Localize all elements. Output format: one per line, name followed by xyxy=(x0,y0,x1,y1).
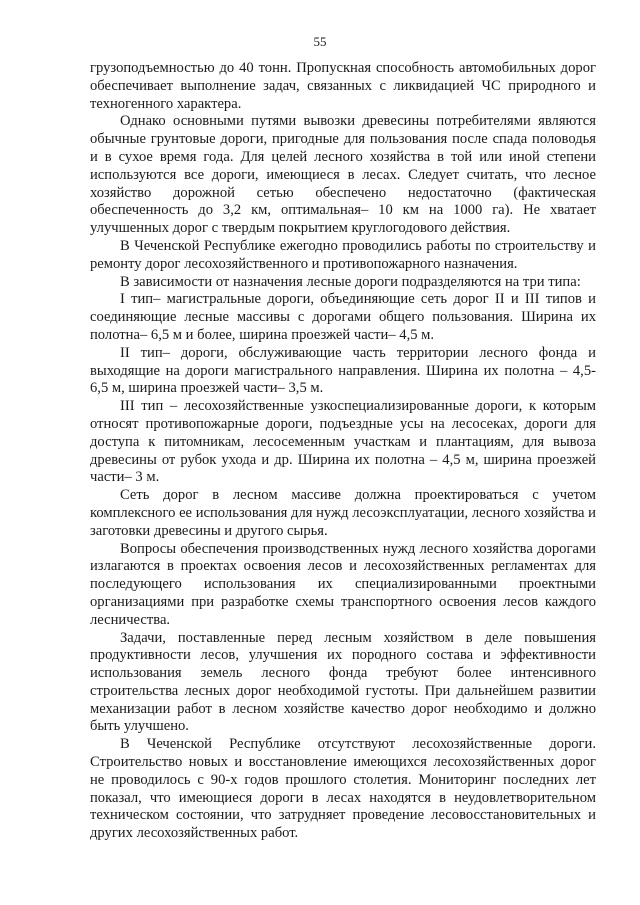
paragraph-type-3: III тип – лесохозяйственные узкоспециализированные дороги, к которым относят противопожарные дороги, подъездные усы на лесосеках, дороги для доступа к питомникам, лесосеменным участкам и плантациям, для вывоза древесины от рубок ухода и др. Ширина их полотна – 4,5 м, ширина проезжей части– 3 м. xyxy=(90,398,596,486)
paragraph-tasks: Задачи, поставленные перед лесным хозяйством в деле повышения продуктивности лесов, улучшения их породного состава и эффективности использования земель лесного фонда требуют более интенсивного строительства лесных дорог необходимой густоты. При дальнейшем развитии механизации работ в лесном хозяйстве качество дорог необходимо и должно быть улучшено. xyxy=(90,629,596,735)
paragraph-continuation: грузоподъемностью до 40 тонн. Пропускная способность автомобильных дорог обеспечивает выполнение задач, связанных с ликвидацией ЧС природного и техногенного характера. xyxy=(90,60,596,112)
paragraph-road-types-intro: В зависимости от назначения лесные дороги подразделяются на три типа: xyxy=(120,273,581,290)
paragraph-road-works: В Чеченской Республике ежегодно проводились работы по строительству и ремонту дорог лесохозяйственного и противопожарного назначения. xyxy=(90,237,596,272)
paragraph-road-network-design: Сеть дорог в лесном массиве должна проектироваться с учетом комплексного ее использования для нужд лесоэксплуатации, лесного хозяйства и заготовки древесины и другого сырья. xyxy=(90,487,596,539)
paragraph-ground-roads: Однако основными путями вывозки древесины потребителями являются обычные грунтовые дороги, пригодные для пользования после спада половодья и в сухое время года. Для целей лесного хозяйства в той или иной степени используются все дороги, имеющиеся в лесах. Следует считать, что лесное хозяйство дорожной сетью обеспечено недостаточно (фактическая обеспеченность до 3,2 км, оптимальная– 10 км на 1000 га). Не хватает улучшенных дорог с твердым покрытием круглогодового действия. xyxy=(90,113,596,237)
paragraph-production-needs: Вопросы обеспечения производственных нужд лесного хозяйства дорогами излагаются в проектах освоения лесов и лесохозяйственных регламентах для последующего использования их специализированными проектными организациями при разработке схемы транспортного освоения лесов каждого лесничества. xyxy=(90,540,596,628)
paragraph-current-state: В Чеченской Республике отсутствуют лесохозяйственные дороги. Строительство новых и восстановление имеющихся лесохозяйственных дорог не проводилось с 90-х годов прошлого столетия. Мониторинг последних лет показал, что имеющиеся дороги в лесах находятся в неудовлетворительном техническом состоянии, что затрудняет проведение лесовосстановительных и других лесохозяйственных работ. xyxy=(90,736,596,842)
body-text xyxy=(90,60,596,843)
paragraph-type-1: I тип– магистральные дороги, объединяющие сеть дорог II и III типов и соединяющие лесные массивы с дорогами общего пользования. Ширина их полотна– 6,5 м и более, ширина проезжей части– 4,5 м. xyxy=(90,291,596,343)
page-number: 55 xyxy=(313,34,327,49)
paragraph-type-2: II тип– дороги, обслуживающие часть территории лесного фонда и выходящие на дороги магистрального направления. Ширина их полотна – 4,5-6,5 м, ширина проезжей части– 3,5 м. xyxy=(90,344,596,397)
